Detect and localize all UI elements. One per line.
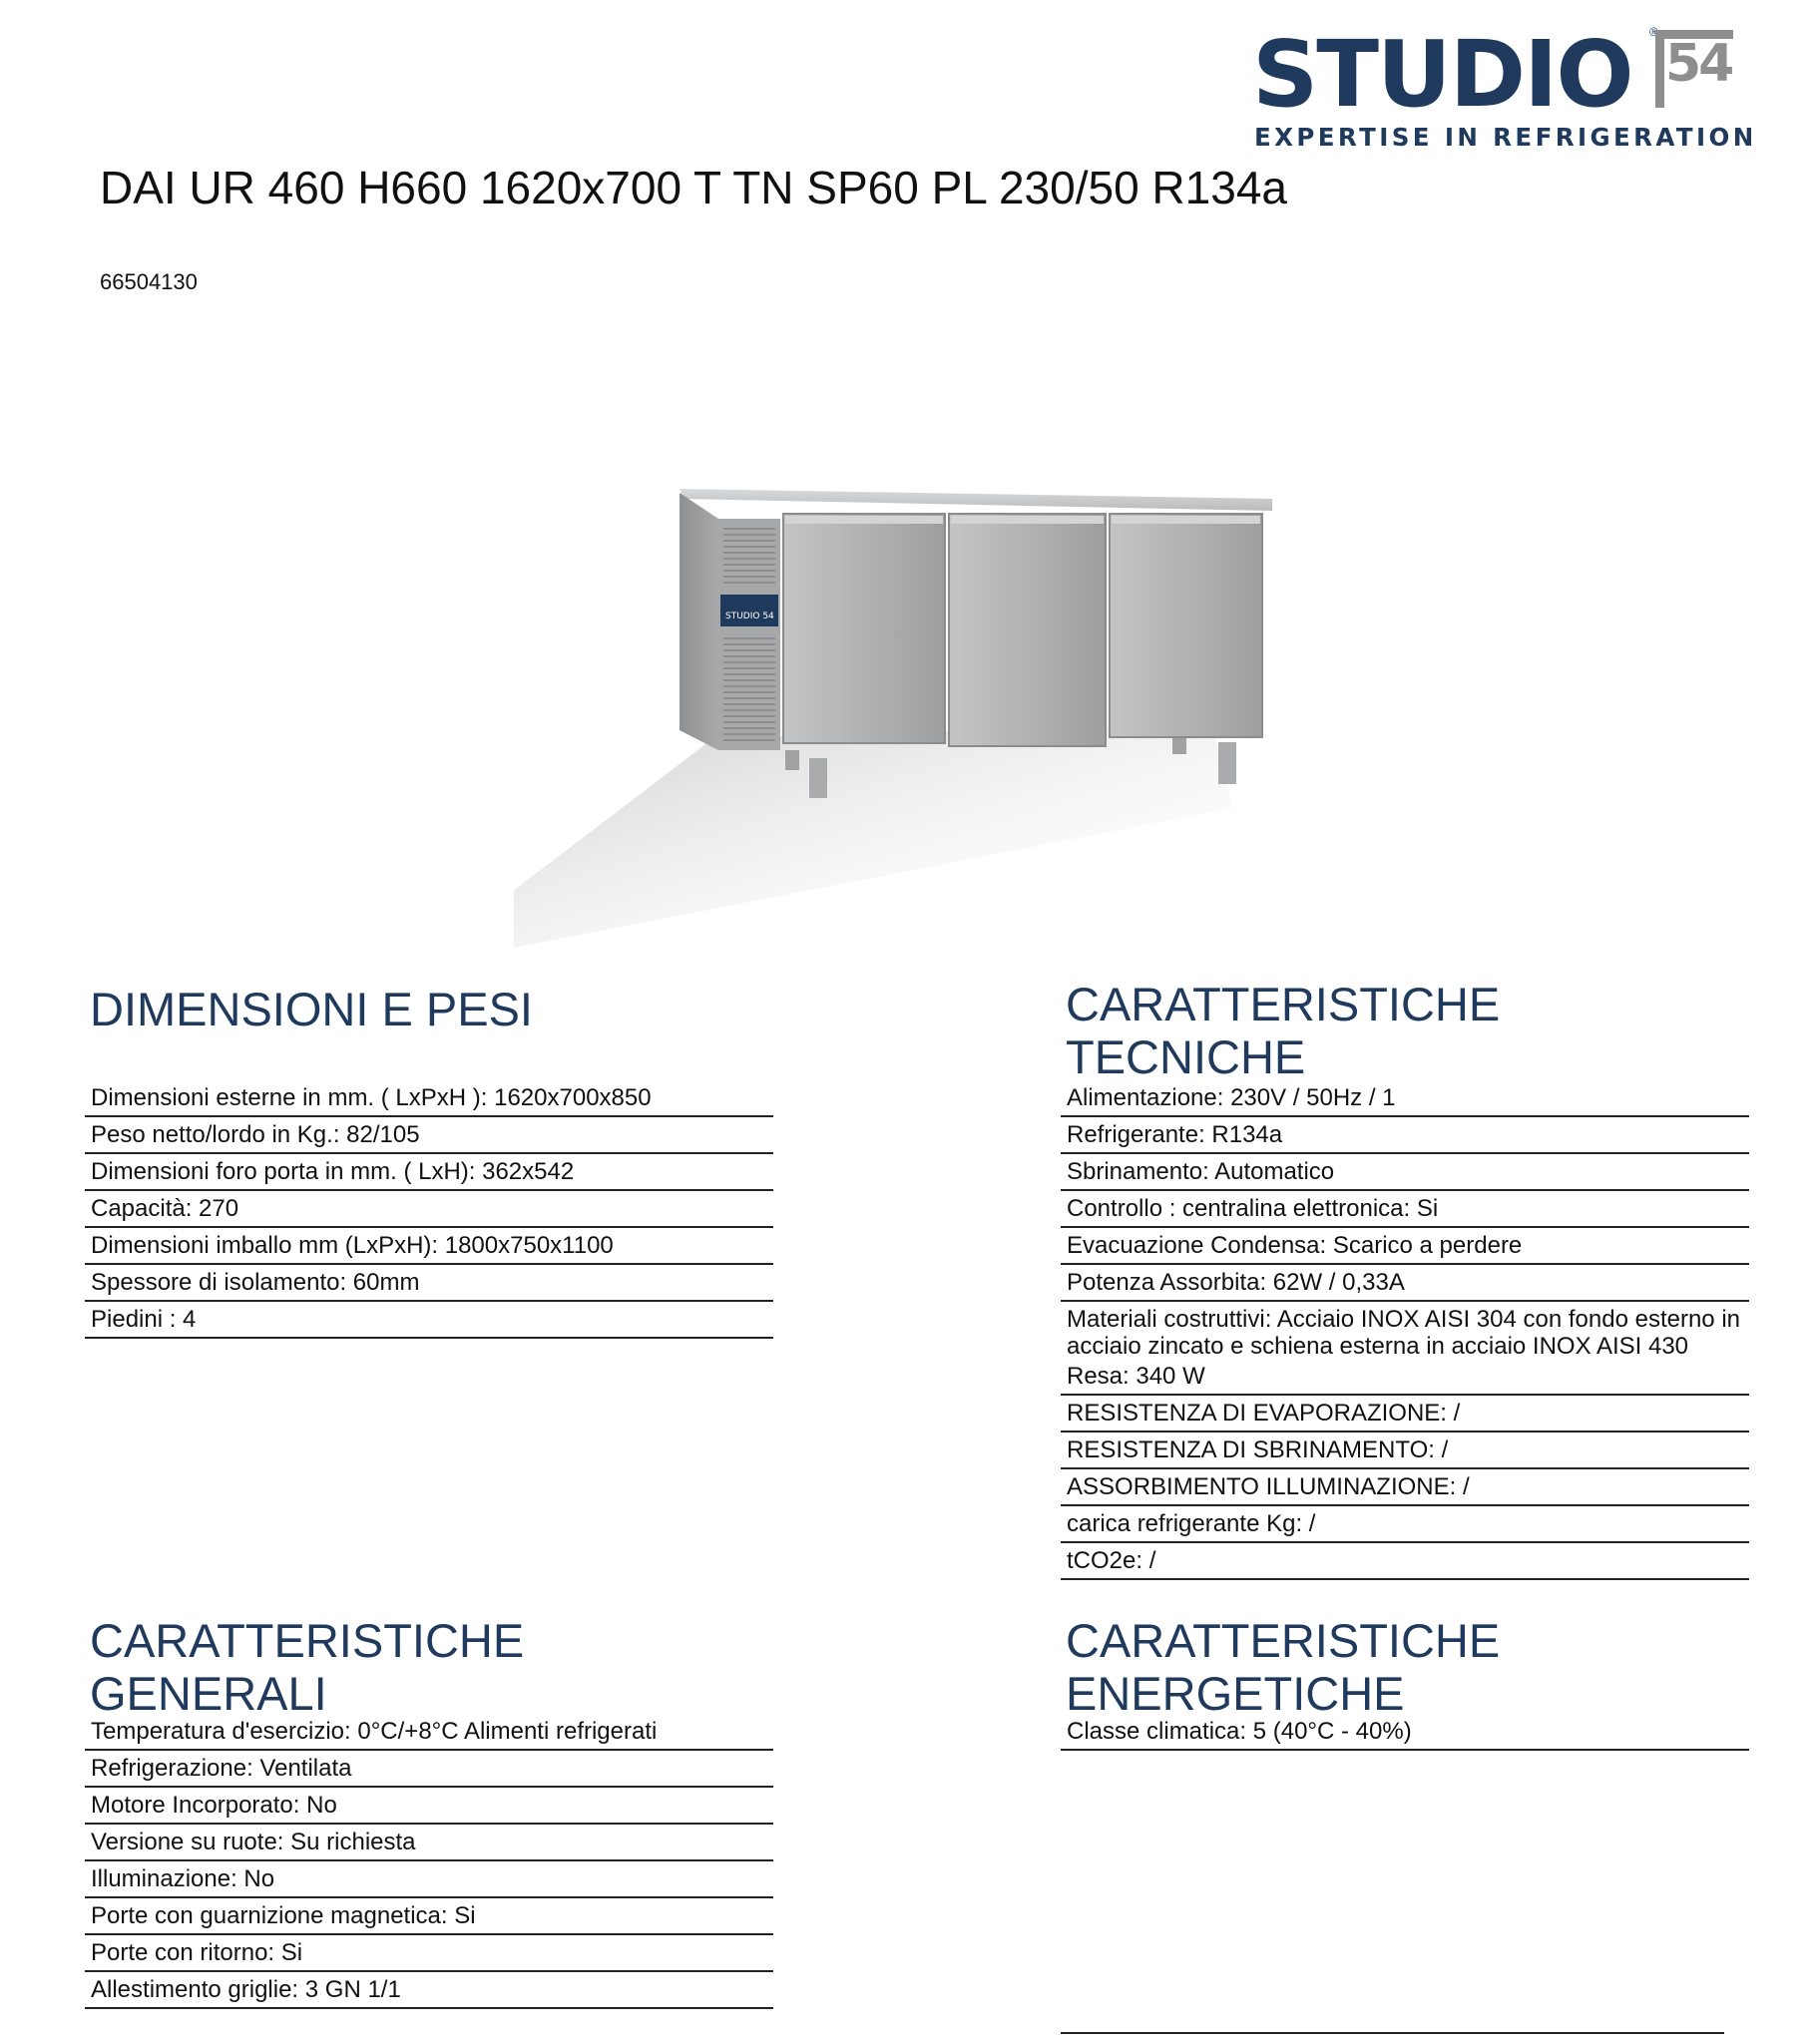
spec-row: Peso netto/lordo in Kg.: 82/105 <box>85 1117 773 1154</box>
spec-row: Controllo : centralina elettronica: Si <box>1061 1191 1749 1228</box>
spec-row: Temperatura d'esercizio: 0°C/+8°C Alimenti refrigerati <box>85 1714 773 1751</box>
spec-row: tCO2e: / <box>1061 1543 1749 1580</box>
spec-row: Capacità: 270 <box>85 1191 773 1228</box>
spec-row: Potenza Assorbita: 62W / 0,33A <box>1061 1265 1749 1302</box>
dimensioni-list <box>85 1080 773 1339</box>
product-title: DAI UR 460 H660 1620x700 T TN SP60 PL 230/50 R134a <box>100 162 1287 213</box>
spec-row: Motore Incorporato: No <box>85 1788 773 1825</box>
logo-number: 54 <box>1665 34 1732 94</box>
section-title-dimensioni: DIMENSIONI E PESI <box>90 983 533 1035</box>
tecniche-list <box>1061 1080 1749 1580</box>
spec-row: Allestimento griglie: 3 GN 1/1 <box>85 1972 773 2009</box>
logo-tagline: EXPERTISE IN REFRIGERATION <box>1254 123 1757 152</box>
spec-row: Alimentazione: 230V / 50Hz / 1 <box>1061 1080 1749 1117</box>
logo-registered-mark: ® <box>1649 25 1658 39</box>
spec-row: Sbrinamento: Automatico <box>1061 1154 1749 1191</box>
product-image <box>514 469 1282 948</box>
spec-row: Refrigerante: R134a <box>1061 1117 1749 1154</box>
spec-row: Dimensioni imballo mm (LxPxH): 1800x750x1100 <box>85 1228 773 1265</box>
energetiche-list <box>1061 1714 1749 1751</box>
spec-row: Illuminazione: No <box>85 1861 773 1898</box>
product-code: 66504130 <box>100 269 198 294</box>
brand-logo <box>1252 21 1757 160</box>
spec-row: Dimensioni foro porta in mm. ( LxH): 362x542 <box>85 1154 773 1191</box>
spec-row: Materiali costruttivi: Acciaio INOX AISI 304 con fondo esterno in acciaio zincato e schiena esterna in acciaio INOX AISI 430 <box>1067 1306 1740 1360</box>
panel-logo-text: STUDIO 54 <box>725 612 774 621</box>
spec-row: Porte con ritorno: Si <box>85 1935 773 1972</box>
spec-row: Versione su ruote: Su richiesta <box>85 1825 773 1861</box>
generali-list <box>85 1714 773 2009</box>
footer-divider <box>1061 2032 1724 2034</box>
section-title-tecniche: CARATTERISTICHE TECNICHE <box>1066 978 1501 1083</box>
spec-row: Spessore di isolamento: 60mm <box>85 1265 773 1302</box>
spec-row: Dimensioni esterne in mm. ( LxPxH ): 1620x700x850 <box>85 1080 773 1117</box>
spec-row: Classe climatica: 5 (40°C - 40%) <box>1061 1714 1749 1751</box>
spec-row: Porte con guarnizione magnetica: Si <box>85 1898 773 1935</box>
spec-row: Refrigerazione: Ventilata <box>85 1751 773 1788</box>
spec-row: Piedini : 4 <box>85 1302 773 1339</box>
section-title-generali: CARATTERISTICHE GENERALI <box>90 1614 525 1720</box>
spec-row: carica refrigerante Kg: / <box>1061 1506 1749 1543</box>
spec-row: RESISTENZA DI EVAPORAZIONE: / <box>1061 1396 1749 1432</box>
logo-wordmark: STUDIO <box>1252 21 1632 128</box>
spec-row: Evacuazione Condensa: Scarico a perdere <box>1061 1228 1749 1265</box>
spec-row: Resa: 340 W <box>1061 1363 1749 1396</box>
spec-row: RESISTENZA DI SBRINAMENTO: / <box>1061 1432 1749 1469</box>
section-title-energetiche: CARATTERISTICHE ENERGETICHE <box>1066 1614 1501 1720</box>
spec-row: ASSORBIMENTO ILLUMINAZIONE: / <box>1061 1469 1749 1506</box>
control-panel <box>720 595 778 626</box>
